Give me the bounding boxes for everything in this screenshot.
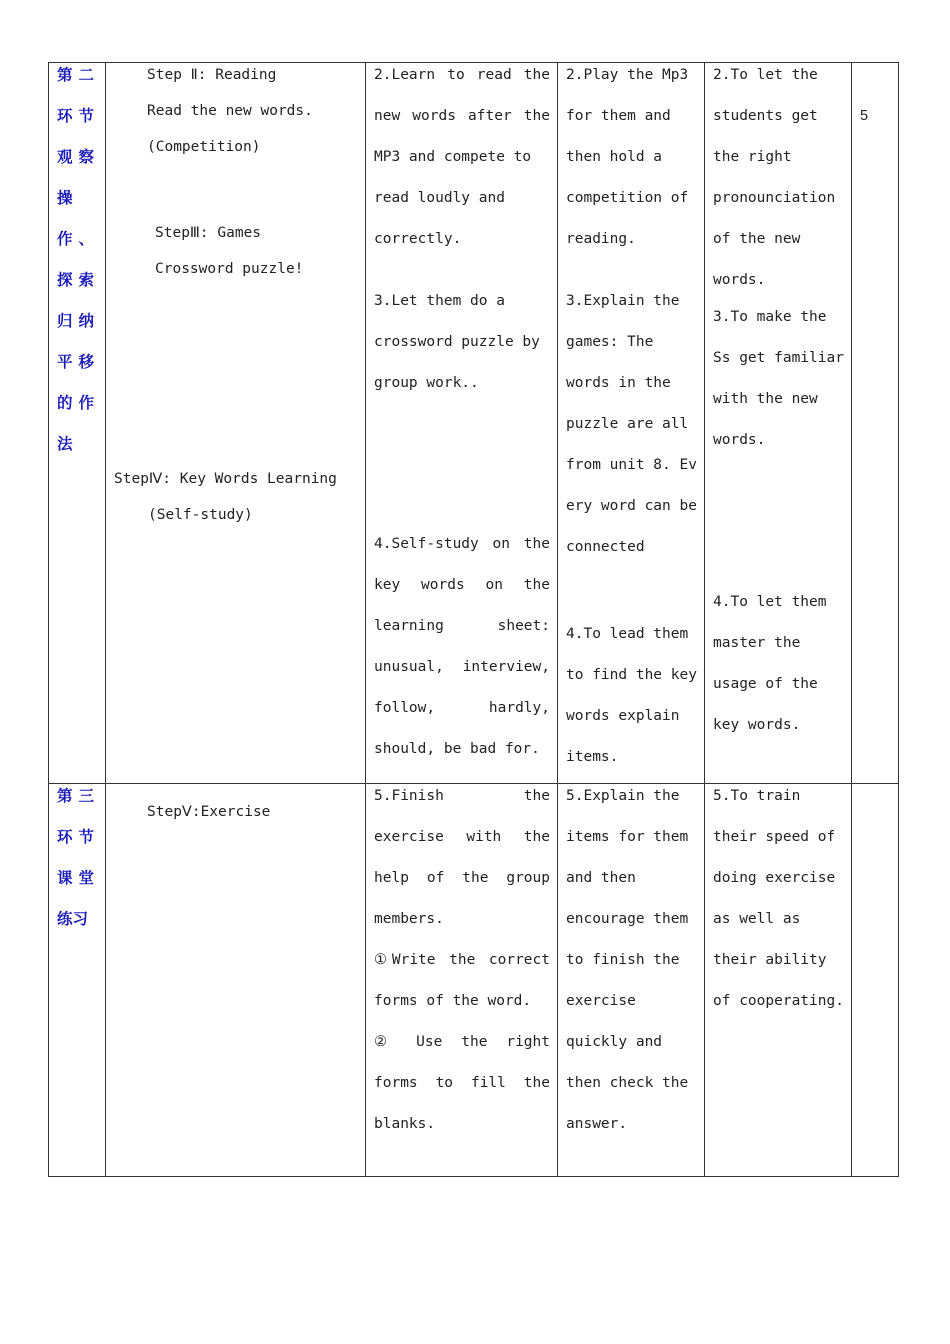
stage-char: 环 xyxy=(57,107,73,125)
text-line: students get xyxy=(713,108,818,124)
text-line: 3.Explain the xyxy=(566,293,680,309)
stage-char: 作 xyxy=(78,394,94,412)
text-line: as well as xyxy=(713,911,801,927)
text-line: Ss get familiar xyxy=(713,350,844,366)
text-line: of cooperating. xyxy=(713,993,844,1009)
stage-char: 三 xyxy=(78,787,94,805)
text-line: unusual, interview, xyxy=(374,659,550,675)
text-line: 5.To train xyxy=(713,788,801,804)
text-line: MP3 and compete to xyxy=(374,149,532,165)
text-line: items for them xyxy=(566,829,689,845)
stage-line xyxy=(50,137,102,178)
teacher-activity-3 xyxy=(566,281,700,568)
purpose-5 xyxy=(713,776,849,1022)
stage-line xyxy=(50,424,102,465)
stage-line xyxy=(50,178,102,219)
step3-line1: Crossword puzzle! xyxy=(155,261,304,277)
step2-line1: Read the new words. xyxy=(147,103,313,119)
col-line-5 xyxy=(851,62,852,1177)
stage-char: 观 xyxy=(57,148,73,166)
col-line-4 xyxy=(704,62,705,1177)
step5-title: StepⅤ:Exercise xyxy=(147,804,271,820)
text-line: group work.. xyxy=(374,375,479,391)
stage-char: 第 xyxy=(57,66,73,84)
text-line: 3.Let them do a xyxy=(374,293,505,309)
stage-line xyxy=(50,383,102,424)
text-line: 2.To let the xyxy=(713,67,818,83)
stage-char: 平 xyxy=(57,353,73,371)
step2-line2: (Competition) xyxy=(147,139,261,155)
text-line: 4.To let them xyxy=(713,594,827,610)
student-activity-2 xyxy=(374,55,550,260)
text-line: usage of the xyxy=(713,676,818,692)
stage-line xyxy=(50,899,102,940)
text-line: exercise xyxy=(566,993,636,1009)
stage-char: 索 xyxy=(78,271,94,289)
text-line: follow, hardly, xyxy=(374,700,550,716)
text-line: 3.To make the xyxy=(713,309,827,325)
col-line-0 xyxy=(48,62,49,1177)
stage-line xyxy=(50,776,102,817)
text-line: doing exercise xyxy=(713,870,836,886)
text-line: then hold a xyxy=(566,149,663,165)
stage-char: 的 xyxy=(57,394,73,412)
stage-char: 课 xyxy=(57,869,73,887)
student-activity-4 xyxy=(374,524,550,770)
stage-char: 二 xyxy=(78,66,94,84)
text-line: encourage them xyxy=(566,911,689,927)
text-line: and then xyxy=(566,870,636,886)
text-line: connected xyxy=(566,539,645,555)
stage-char: 作 xyxy=(57,230,73,248)
stage-char: 环 xyxy=(57,828,73,846)
text-line: new words after the xyxy=(374,108,550,124)
text-line: read loudly and xyxy=(374,190,505,206)
stage-line xyxy=(50,219,102,260)
text-line: to finish the xyxy=(566,952,680,968)
text-line: 5.Explain the xyxy=(566,788,680,804)
text-line: quickly and xyxy=(566,1034,663,1050)
stage-line xyxy=(50,858,102,899)
stage-char: 节 xyxy=(78,107,94,125)
text-line: should, be bad for. xyxy=(374,741,540,757)
text-line: key words. xyxy=(713,717,801,733)
text-line: for them and xyxy=(566,108,671,124)
text-line: their speed of xyxy=(713,829,836,845)
text-line: 5.Finish the xyxy=(374,788,550,804)
text-line: help of the group xyxy=(374,870,550,886)
stage-line xyxy=(50,301,102,342)
text-line: key words on the xyxy=(374,577,550,593)
stage-char: 察 xyxy=(78,148,94,166)
student-activity-5 xyxy=(374,776,550,1145)
stage-line xyxy=(50,260,102,301)
text-line: words explain xyxy=(566,708,680,724)
text-line: ② Use the right xyxy=(374,1034,550,1050)
time-minutes: 5 xyxy=(860,108,869,124)
stage-line xyxy=(50,817,102,858)
text-line: forms to fill the xyxy=(374,1075,550,1091)
text-line: crossword puzzle by xyxy=(374,334,540,350)
stage-label-observe-explore xyxy=(50,55,102,465)
text-line: their ability xyxy=(713,952,827,968)
text-line: pronounciation xyxy=(713,190,836,206)
col-line-6 xyxy=(898,62,899,1177)
text-line: of the new xyxy=(713,231,801,247)
text-line: competition of xyxy=(566,190,689,206)
col-line-3 xyxy=(557,62,558,1177)
text-line: items. xyxy=(566,749,619,765)
step4-line1: (Self-study) xyxy=(148,507,253,523)
table-border-bottom xyxy=(48,1176,899,1177)
stage-label-class-practice xyxy=(50,776,102,940)
text-line: members. xyxy=(374,911,444,927)
text-line: learning sheet: xyxy=(374,618,550,634)
text-line: 4.Self-study on the xyxy=(374,536,550,552)
stage-line xyxy=(50,96,102,137)
purpose-3 xyxy=(713,297,849,461)
text-line: 2.Learn to read the xyxy=(374,67,550,83)
student-activity-3 xyxy=(374,281,550,404)
stage-char: 纳 xyxy=(78,312,94,330)
stage-line xyxy=(50,55,102,96)
text-line: reading. xyxy=(566,231,636,247)
text-line: answer. xyxy=(566,1116,628,1132)
text-line: from unit 8. Ev xyxy=(566,457,697,473)
stage-char: 、 xyxy=(78,230,94,248)
stage-char: 法 xyxy=(57,435,73,453)
step4-title: StepⅣ: Key Words Learning xyxy=(114,471,337,487)
text-line: then check the xyxy=(566,1075,689,1091)
step2-title: Step Ⅱ: Reading xyxy=(147,67,277,83)
stage-char: 归 xyxy=(57,312,73,330)
teacher-activity-2 xyxy=(566,55,700,260)
text-line: words in the xyxy=(566,375,671,391)
purpose-4 xyxy=(713,582,849,746)
text-line: ①Write the correct xyxy=(374,952,550,968)
text-line: 4.To lead them xyxy=(566,626,689,642)
stage-char: 节 xyxy=(78,828,94,846)
col-line-2 xyxy=(365,62,366,1177)
text-line: master the xyxy=(713,635,801,651)
text-line: words. xyxy=(713,432,766,448)
teacher-activity-5 xyxy=(566,776,700,1145)
text-line: puzzle are all xyxy=(566,416,689,432)
text-line: forms of the word. xyxy=(374,993,532,1009)
col-line-1 xyxy=(105,62,106,1177)
stage-char: 操 xyxy=(57,189,73,207)
purpose-2 xyxy=(713,55,849,301)
stage-line xyxy=(50,342,102,383)
text-line: blanks. xyxy=(374,1116,436,1132)
text-line: the right xyxy=(713,149,792,165)
text-line: ery word can be xyxy=(566,498,697,514)
stage-char: 第 xyxy=(57,787,73,805)
text-line: words. xyxy=(713,272,766,288)
text-line: games: The xyxy=(566,334,654,350)
stage-char: 堂 xyxy=(78,869,94,887)
teacher-activity-4 xyxy=(566,614,700,778)
text-line: correctly. xyxy=(374,231,462,247)
text-line: 2.Play the Mp3 xyxy=(566,67,689,83)
stage-char: 探 xyxy=(57,271,73,289)
text-line: to find the key xyxy=(566,667,697,683)
text-line: with the new xyxy=(713,391,818,407)
stage-char: 练习 xyxy=(57,910,89,928)
text-line: exercise with the xyxy=(374,829,550,845)
stage-char: 移 xyxy=(78,353,94,371)
step3-title: StepⅢ: Games xyxy=(155,225,262,241)
